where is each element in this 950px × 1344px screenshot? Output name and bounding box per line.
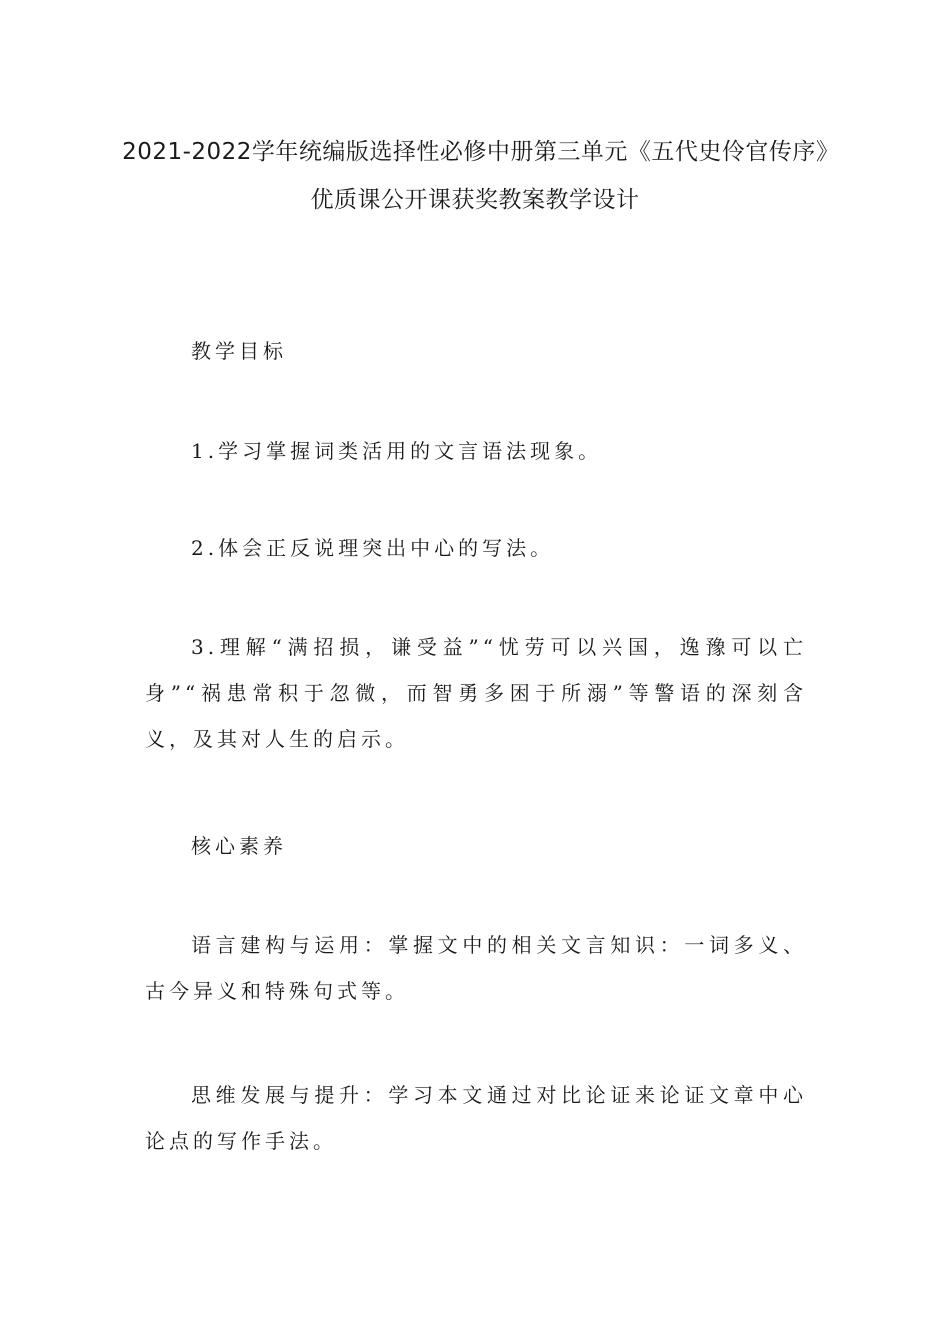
literacy-language: 语言建构与运用：掌握文中的相关文言知识：一词多义、古今异义和特殊句式等。: [145, 933, 807, 1003]
goal-item-1: 1.学习掌握词类活用的文言语法现象。: [191, 439, 603, 463]
section-heading-teaching-goals: 教学目标: [191, 339, 287, 363]
goal-item-3: 3.理解“满招损，谦受益”“忧劳可以兴国，逸豫可以亡身”“祸患常积于忽微，而智勇多困于所溺”等警语的深刻含义，及其对人生的启示。: [145, 635, 807, 751]
literacy-thinking: 思维发展与提升：学习本文通过对比论证来论证文章中心论点的写作手法。: [145, 1083, 807, 1153]
document-title: 2021-2022学年统编版选择性必修中册第三单元《五代史伶官传序》优质课公开课获奖教案教学设计: [122, 139, 828, 213]
section-heading-core-literacy: 核心素养: [191, 834, 287, 858]
goal-item-2: 2.体会正反说理突出中心的写法。: [191, 536, 555, 560]
